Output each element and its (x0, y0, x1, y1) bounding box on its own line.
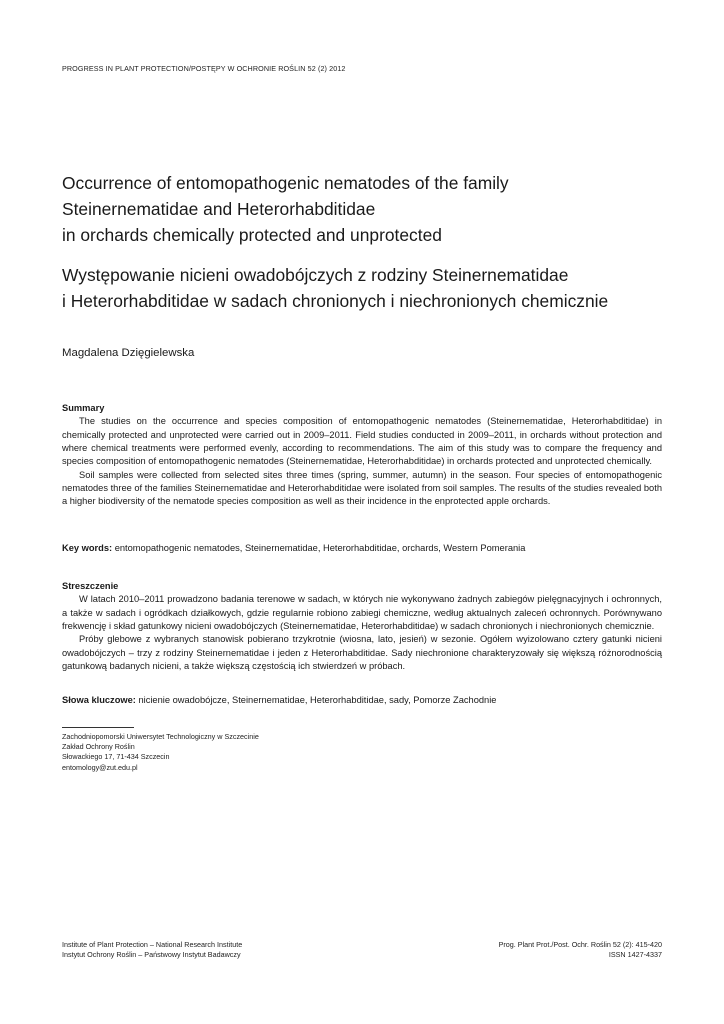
affiliation-email: entomology@zut.edu.pl (62, 762, 138, 772)
slowa-kluczowe-text: nicienie owadobójcze, Steinernematidae, Heterorhabditidae, sady, Pomorze Zachodnie (135, 695, 497, 705)
keywords-text: entomopathogenic nematodes, Steinernematidae, Heterorhabditidae, orchards, Western Pomerania (112, 543, 526, 553)
streszczenie-paragraph: W latach 2010–2011 prowadzono badania terenowe w sadach, w których nie wykonywano żadnych zabiegów pielęgnacyjnych i ochronnych, a także w sadach i ogródkach działkowych, gdzie regularnie robiono zabiegi chemiczne, według aktualnych zaleceń ochronnych. Porównywano frekwencję i skład gatunkowy nicieni owadobójczych (Steinernematidae, Heterorhabditidae) w sadach chronionych i niechronionych chemicznie. (62, 594, 662, 632)
streszczenie-section (62, 580, 662, 673)
title-english-line: in orchards chemically protected and unprotected (62, 225, 442, 245)
summary-heading: Summary (62, 403, 105, 413)
summary-section (62, 402, 662, 509)
affiliation-line: Zakład Ochrony Roślin (62, 742, 135, 752)
summary-paragraph: Soil samples were collected from selected sites three times (spring, summer, autumn) in the season. Four species of entomopathogenic nematodes three of the families Steinernematidae and Heterorhabditidae were isolated from soil samples. The results of the studies revealed both a higher biodiversity of the nematode species composition as well as their incidence in the enprotected apple orchards. (62, 469, 662, 507)
author-affiliation (62, 732, 259, 773)
footnote-divider (62, 727, 134, 728)
footer-right-line: Prog. Plant Prot./Post. Ochr. Roślin 52 (2): 415-420 (498, 940, 662, 949)
title-english-line: Occurrence of entomopathogenic nematodes of the family (62, 173, 509, 193)
streszczenie-heading: Streszczenie (62, 581, 119, 591)
streszczenie-paragraph: Próby glebowe z wybranych stanowisk pobierano trzykrotnie (wiosna, lato, jesień) w sezonie. Ogółem wyizolowano cztery gatunki nicieni owadobójczych – trzy z rodziny Steinernematidae i jeden z Heterorhabditidae. Sady niechronione charakteryzowały się większą różnorodnością gatunkową badanych nicieni, a także większą częstością ich stwierdzeń w próbach. (62, 634, 662, 672)
title-polish-line: Występowanie nicieni owadobójczych z rodziny Steinernematidae (62, 265, 569, 285)
keywords-line (62, 543, 662, 553)
footer-left-line: Instytut Ochrony Roślin – Państwowy Instytut Badawczy (62, 950, 241, 960)
affiliation-line: Słowackiego 17, 71-434 Szczecin (62, 752, 170, 762)
affiliation-line: Zachodniopomorski Uniwersytet Technologiczny w Szczecinie (62, 732, 259, 741)
footer-left-line: Institute of Plant Protection – National Research Institute (62, 940, 243, 949)
footer-citation (499, 940, 662, 961)
slowa-kluczowe-line (62, 695, 662, 705)
author-name: Magdalena Dzięgielewska (62, 347, 195, 359)
running-head: PROGRESS IN PLANT PROTECTION/POSTĘPY W OCHRONIE ROŚLIN 52 (2) 2012 (62, 64, 346, 73)
summary-paragraph: The studies on the occurrence and species composition of entomopathogenic nematodes (Steinernematidae, Heterorhabditidae) in chemically protected and unprotected were carried out in 2009–2011. Field studies conducted in 2009–2011, in orchards without protection and where chemical treatments were performed evenly, according to recommendations. The aim of this study was to compare the frequency and species composition of entomopathogenic nematodes (Steinernematidae, Heterorhabditidae) in orchards protected and unprotected chemically. (62, 416, 662, 467)
title-english (62, 170, 672, 248)
title-english-line: Steinernematidae and Heterorhabditidae (62, 199, 376, 219)
slowa-kluczowe-label: Słowa kluczowe: (62, 695, 136, 705)
footer-right-line: ISSN 1427-4337 (608, 950, 662, 960)
title-polish-line: i Heterorhabditidae w sadach chronionych i niechronionych chemicznie (62, 291, 609, 311)
keywords-label: Key words: (62, 543, 113, 553)
footer-institute (62, 940, 242, 961)
title-polish (62, 262, 682, 314)
